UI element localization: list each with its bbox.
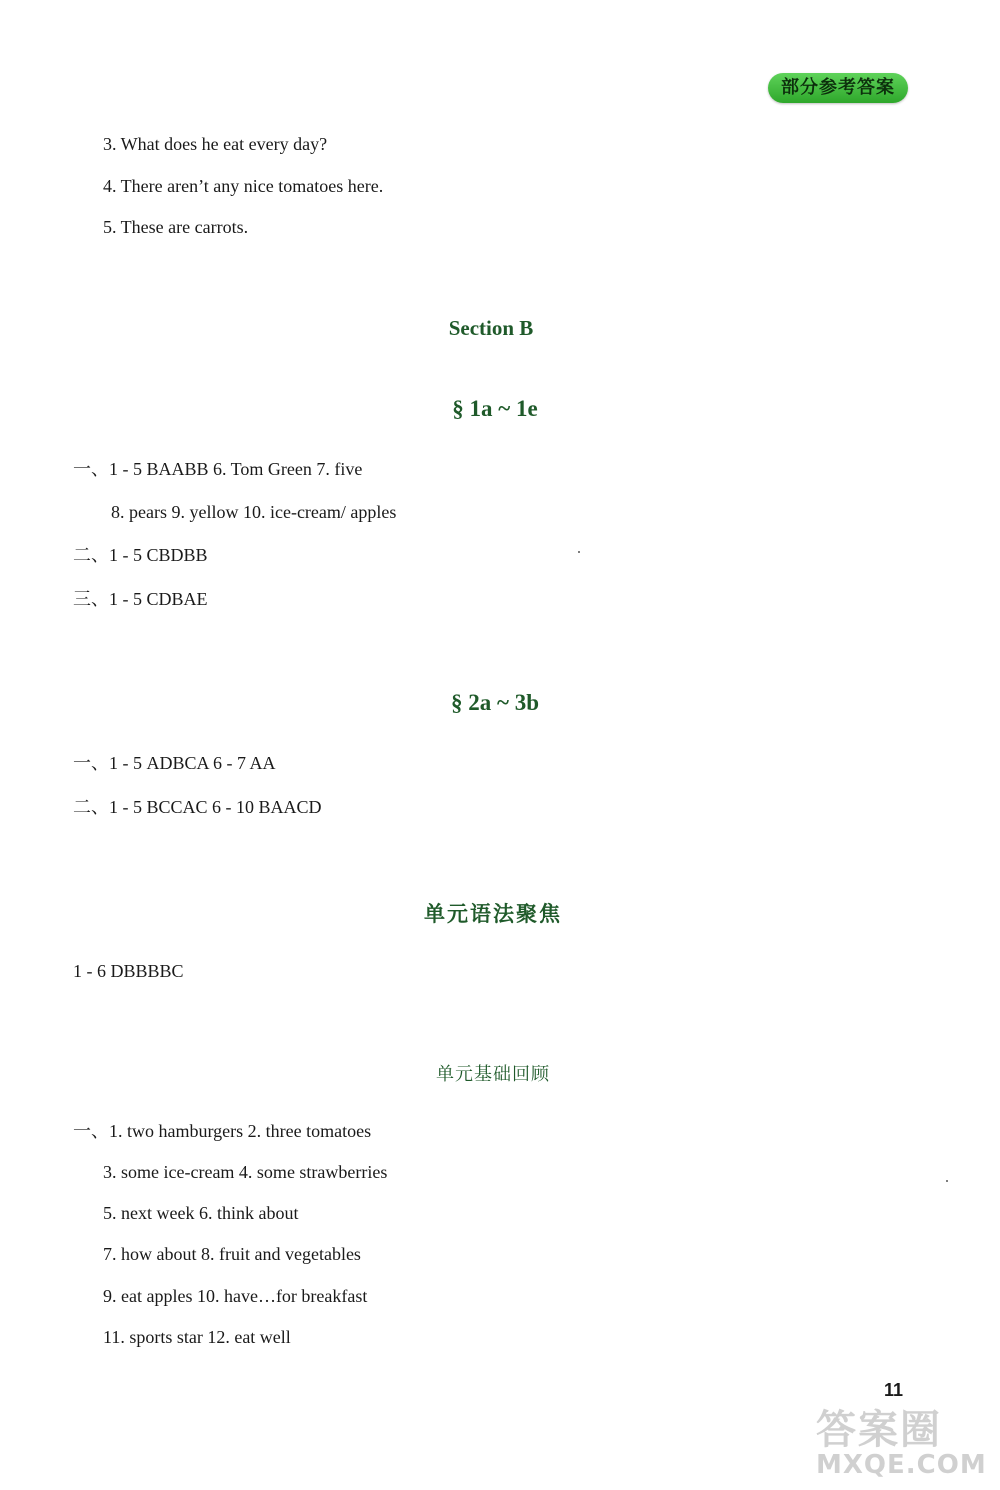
subsection-heading: § 2a ~ 3b (450, 690, 539, 715)
scan-speck (578, 551, 580, 553)
watermark-cn-text: 答案圈 (816, 1407, 942, 1453)
subsection-heading: § 1a ~ 1e (452, 396, 538, 421)
answer-line: 9. eat apples 10. have…for breakfast (103, 1286, 368, 1306)
answer-line: 11. sports star 12. eat well (103, 1327, 291, 1347)
review-heading: 单元基础回顾 (436, 1064, 550, 1085)
answer-line: 7. how about 8. fruit and vegetables (103, 1244, 361, 1264)
answer-line: 5. These are carrots. (103, 217, 249, 237)
answer-line: 4. There aren’t any nice tomatoes here. (103, 176, 384, 196)
section-heading: Section B (448, 316, 534, 340)
answer-line: 3. some ice-cream 4. some strawberries (103, 1162, 388, 1182)
answer-line: 二、1 - 5 BCCAC 6 - 10 BAACD (73, 797, 322, 817)
answer-line: 二、1 - 5 CBDBB (73, 545, 208, 565)
watermark-en-text: MXQE.COM (816, 1450, 987, 1480)
answer-line: 一、1. two hamburgers 2. three tomatoes (73, 1121, 372, 1141)
answer-key-badge: 部分参考答案 (768, 73, 908, 103)
answer-line: 一、1 - 5 ADBCA 6 - 7 AA (73, 753, 276, 773)
page-number: 11 (884, 1380, 904, 1400)
answer-line: 3. What does he eat every day? (103, 134, 328, 154)
watermark-logo (808, 1398, 993, 1486)
scan-speck (946, 1180, 948, 1182)
answer-line: 一、1 - 5 BAABB 6. Tom Green 7. five (73, 459, 363, 479)
answer-line: 三、1 - 5 CDBAE (73, 589, 208, 609)
grammar-heading: 单元语法聚焦 (424, 902, 562, 926)
answer-line: 8. pears 9. yellow 10. ice-cream/ apples (111, 502, 397, 522)
answer-line: 5. next week 6. think about (103, 1203, 299, 1223)
answer-line: 1 - 6 DBBBBC (73, 961, 184, 981)
